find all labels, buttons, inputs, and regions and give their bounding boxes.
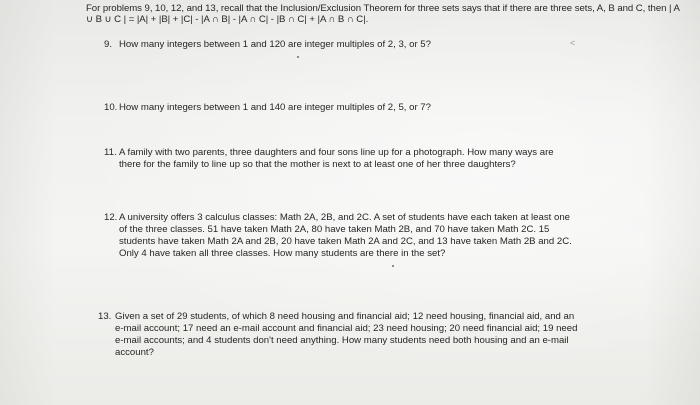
problem-9 [104, 39, 604, 51]
problem-text: How many integers between 1 and 140 are integer multiples of 2, 5, or 7? [119, 102, 431, 113]
problem-text: Given a set of 29 students, of which 8 need housing and financial aid; 12 need housing, financial aid, and an e-mail account; 17 need an e-mail account and financial aid; 23 need housing; 20 need financial aid; 19 need e-mail accounts; and 4 students don't need anything. How many students need both housing and an e-mail account? [115, 311, 578, 359]
problem-number: 9. [104, 39, 113, 50]
problem-13 [98, 311, 578, 359]
intro-paragraph: For problems 9, 10, 12, and 13, recall that the Inclusion/Exclusion Theorem for three sets says that if there are three sets, A, B and C, then | A ∪ B ∪ C | = |A| + |B| + |C| - |A ∩ B| - |A ∩ C| - |B ∩ C| + |A ∩ B ∩ C|. [86, 3, 680, 25]
problem-text: How many integers between 1 and 120 are integer multiples of 2, 3, or 5? [119, 39, 431, 50]
problem-text: A university offers 3 calculus classes: Math 2A, 2B, and 2C. A set of students have each taken at least one of the three classes. 51 have taken Math 2A, 80 have taken Math 2B, and 70 have taken Math 2C. 15 students have taken Math 2A and 2B, 20 have taken Math 2A and 2C, and 13 have taken Math 2B and 2C. Only 4 have taken all three classes. How many students are there in the set? [119, 212, 572, 260]
problem-number: 11. [104, 147, 117, 158]
problem-number: 13. [98, 311, 112, 322]
problem-number: 10. [104, 102, 118, 113]
problem-text: A family with two parents, three daughters and four sons line up for a photograph. How many ways are there for the family to line up so that the mother is next to at least one of her three daughters? [119, 147, 554, 171]
stray-mark [297, 56, 299, 58]
problem-10 [104, 102, 604, 114]
stray-mark [392, 265, 394, 267]
problem-11 [104, 147, 574, 171]
problem-12 [104, 212, 574, 260]
problem-number: 12. [104, 212, 118, 223]
pencil-mark: < [570, 38, 576, 48]
